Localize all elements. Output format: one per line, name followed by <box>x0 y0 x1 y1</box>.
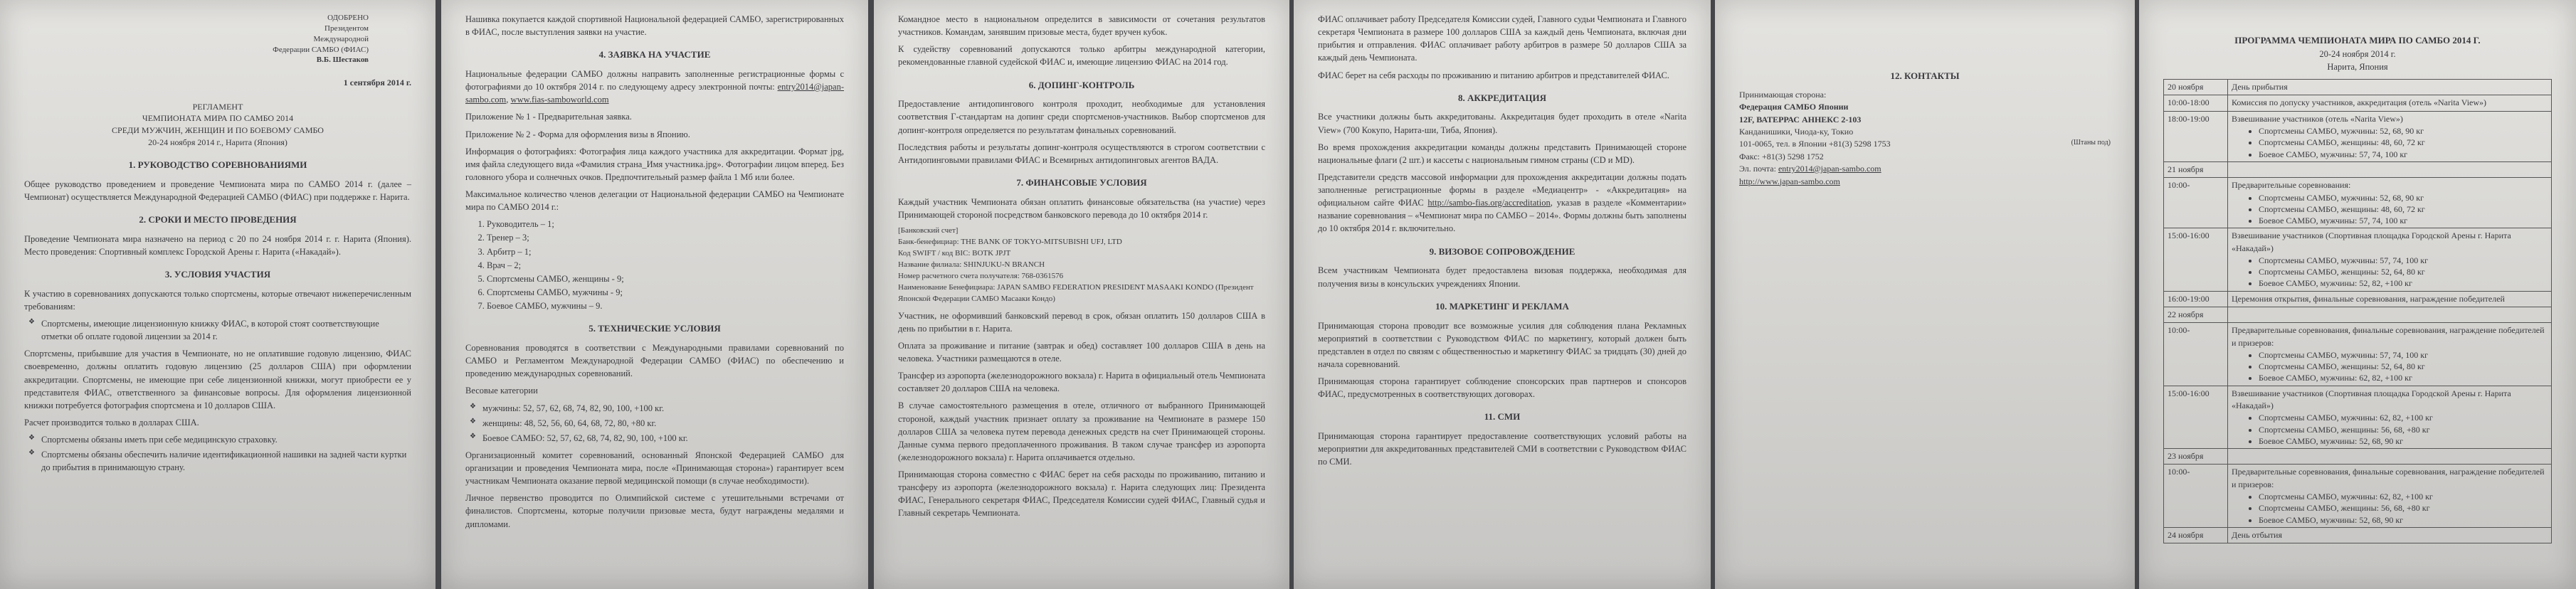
bullet-list <box>28 433 411 474</box>
bullet-item: ❖ женщины: 48, 52, 56, 60, 64, 68, 72, 80, +80 кг. <box>470 417 844 430</box>
list-item: 7. Боевое САМБО, мужчины – 9. <box>487 299 844 312</box>
paragraph: К участию в соревнованиях допускаются только спортсмены, которые отвечают нижеперечисленным требованиям: <box>24 288 411 312</box>
website-link[interactable]: http://www.japan-sambo.com <box>1739 176 1840 186</box>
paragraph: Максимальное количество членов делегации от Национальной федерации САМБО на Чемпионате мира по САМБО 2014 г.: <box>465 189 844 213</box>
program-time: 15:00-16:00 <box>2164 386 2228 448</box>
contact-block <box>1739 89 2111 188</box>
program-event-text: Взвешивание участников (Спортивная площадка Городской Арены г. Нарита «Накадай») <box>2232 388 2511 411</box>
section-heading: 1. РУКОВОДСТВО СОРЕВНОВАНИЯМИ <box>128 159 307 170</box>
program-event-text: День отбытия <box>2232 529 2282 540</box>
program-row <box>2164 291 2552 307</box>
program-event <box>2228 448 2552 464</box>
program-weight-item: • Спортсмены САМБО, женщины: 52, 64, 80 кг <box>2259 361 2548 372</box>
paragraph: Представители средств массовой информации для прохождения аккредитации должны подать заполненные регистрационные формы в разделе «Медиацентр» - «Аккредитация» на официальном сайте ФИАС http://sambo-fias.org/accreditation, указав в разделе «Комментарии» название соревнования – «Чемпионат мира по САМБО – 2014». Формы должны быть заполнены до 10 октября 2014 г. включительно. <box>1318 171 1686 234</box>
program-event <box>2228 228 2552 291</box>
paragraph: Принимающая сторона проводит все возможные усилия для соблюдения плана Рекламных мероприятий в соответствии с Руководством ФИАС по маркетингу, который должен быть представлен в отдел по связям с общественностью и маркетингу ФИАС за тридцать (30) дней до начала соревнований. <box>1318 320 1686 369</box>
paragraph: Приложение № 1 - Предварительная заявка. <box>465 112 632 122</box>
paragraph-text: Национальные федерации САМБО должны направить заполненные регистрационные формы с фотографиями до 10 октября 2014 г. по следующему адресу электронной почты: <box>465 69 844 92</box>
section-heading: 8. АККРЕДИТАЦИЯ <box>1458 92 1546 103</box>
paragraph: Командное место в национальном определится в зависимости от сочетания результатов участников. Командам, занявшим призовые места, будет вручен кубок. <box>898 14 1265 38</box>
website-link[interactable]: www.fias-samboworld.com <box>510 95 609 105</box>
program-event-text: Предварительные соревнования, финальные соревнования, награждение победителей и призеров: <box>2232 467 2545 489</box>
document-page-3 <box>874 0 1289 589</box>
paragraph: Личное первенство проводится по Олимпийской системе с утешительными встречами от финалистов. Спортсмены, которые получили призовые места, будут награждены медалями и дипломами. <box>465 493 844 529</box>
bullet-item: ❖ Спортсмены, имеющие лицензионную книжку ФИАС, в которой стоят соответствующие отметки об оплате годовой лицензии за 2014 г. <box>28 317 411 343</box>
program-event <box>2228 80 2552 95</box>
paragraph-text: указав в разделе «Комментарии» название соревнования – «Чемпионат мира по САМБО – 2014». Формы должны быть заполнены до 10 октября 2014 г. включительно. <box>1318 198 1686 234</box>
program-event-text: Предварительные соревнования: <box>2232 180 2351 191</box>
section-heading: 6. ДОПИНГ-КОНТРОЛЬ <box>1028 79 1135 90</box>
page-gap <box>436 0 441 589</box>
program-weight-item: • Спортсмены САМБО, мужчины: 62, 82, +100 кг <box>2259 491 2548 502</box>
program-row <box>2164 111 2552 161</box>
program-time: 21 ноября <box>2164 161 2228 177</box>
program-time: 24 ноября <box>2164 527 2228 543</box>
program-event <box>2228 527 2552 543</box>
paragraph: Проведение Чемпионата мира назначено на период с 20 по 24 ноября 2014 г. г. Нарита (Япония). Место проведения: Спортивный комплекс Городской Арены г. Нарита («Накадай»). <box>24 233 411 257</box>
program-time: 10:00-18:00 <box>2164 95 2228 111</box>
program-weight-list <box>2259 192 2548 227</box>
program-time: 10:00- <box>2164 323 2228 386</box>
program-weight-item: • Спортсмены САМБО, женщины: 56, 68, +80 кг <box>2259 424 2548 435</box>
contact-line: Принимающая сторона: <box>1739 89 1827 100</box>
paragraph: Принимающая сторона совместно с ФИАС берет на себя расходы по проживанию, питанию и трансферу из аэропорта (железнодорожного вокзала) г. Нарита следующих лиц: Президента ФИАС, Генерального секретаря ФИАС, Председателя Комиссии судей ФИАС, Главный судья и Главный секретарь Чемпионата. <box>898 469 1265 519</box>
program-title: ПРОГРАММА ЧЕМПИОНАТА МИРА ПО САМБО 2014 Г. <box>2234 35 2481 46</box>
program-day-row <box>2164 307 2552 322</box>
paragraph: Информация о фотографиях: Фотография лица каждого участника для аккредитации. Формат jpg, имя файла следующего вида «Фамилия страна_Имя участника.jpg». Фотографии лицом вперед. Без головного убора и солнечных очков. Предпочтительный размер файла 1 Мб или более. <box>465 146 844 182</box>
program-event <box>2228 291 2552 307</box>
regulation-title <box>24 101 411 149</box>
signature-name: В.Б. Шестаков <box>316 55 369 65</box>
contact-line: 101-0065, тел. в Японии +81(3) 5298 1753 <box>1739 139 1891 149</box>
program-weight-item: • Боевое САМБО, мужчины: 52, 68, 90 кг <box>2259 514 2548 526</box>
paragraph: Расчет производится только в долларах США. <box>24 417 199 428</box>
bank-line: Банк-бенефициар: THE BANK OF TOKYO-MITSUBISHI UFJ, LTD <box>898 238 1122 246</box>
program-weight-item: • Боевое САМБО, мужчины: 52, 82, +100 кг <box>2259 277 2548 289</box>
program-row <box>2164 178 2552 228</box>
program-time: 10:00- <box>2164 465 2228 527</box>
paragraph: Трансфер из аэропорта (железнодорожного вокзала) г. Нарита в официальный отель Чемпионата составляет 20 долларов США на человека. <box>898 371 1265 394</box>
program-event <box>2228 95 2552 111</box>
program-row <box>2164 228 2552 291</box>
contact-note: (Штаны под) <box>2071 139 2111 147</box>
list-item: 2. Тренер – 3; <box>487 231 844 244</box>
program-dates: 20-24 ноября 2014 г. <box>2319 48 2396 59</box>
bank-details <box>898 225 1265 305</box>
paragraph: Участник, не оформивший банковский перевод в срок, обязан оплатить 150 долларов США в день по прибытии в г. Нарита. <box>898 310 1265 334</box>
program-event <box>2228 178 2552 228</box>
approval-block <box>24 13 369 65</box>
contact-line: Факс: +81(3) 5298 1752 <box>1739 151 1824 161</box>
program-event <box>2228 465 2552 527</box>
program-day-row <box>2164 448 2552 464</box>
contact-email-row <box>1739 163 2111 175</box>
bullet-item: ❖ Спортсмены обязаны обеспечить наличие идентификационной нашивки на задней части куртки до прибытия в принимающую страну. <box>28 448 411 474</box>
section-heading: 9. ВИЗОВОЕ СОПРОВОЖДЕНИЕ <box>1429 245 1575 257</box>
paragraph-text: Представители средств массовой информации для прохождения аккредитации должны подать заполненные регистрационные формы в разделе «Медиацентр» - «Аккредитация» на официальном сайте ФИАС <box>1318 171 1686 208</box>
section-heading: 7. ФИНАНСОВЫЕ УСЛОВИЯ <box>1016 176 1147 188</box>
program-weight-item: • Спортсмены САМБО, мужчины: 62, 82, +100 кг <box>2259 412 2548 423</box>
document-page-1 <box>0 0 436 589</box>
paragraph: Спортсмены, прибывшие для участия в Чемпионате, но не оплатившие годовую лицензию, ФИАС своевременно, должны оплатить годовую лицензию (25 долларов США) при оформлении аккредитации. Спортсмены, не имеющие при себе лицензионной книжки, могут приобрести ее у представителя ФИАС, ответственного за финансовые вопросы. Для оформления лицензионной книжки потребуется фотография спортсмена и 10 долларов США. <box>24 349 411 410</box>
list-item: 6. Спортсмены САМБО, мужчины - 9; <box>487 286 844 299</box>
program-time: 23 ноября <box>2164 448 2228 464</box>
approval-line: Президентом <box>324 23 369 33</box>
section-heading: 11. СМИ <box>1484 411 1521 423</box>
bullet-item: ❖ мужчины: 52, 57, 62, 68, 74, 82, 90, 100, +100 кг. <box>470 402 844 415</box>
weight-list <box>470 402 844 445</box>
program-weight-item: • Спортсмены САМБО, мужчины: 52, 68, 90 кг <box>2259 125 2548 137</box>
program-day-row <box>2164 161 2552 177</box>
delegation-list <box>487 218 844 312</box>
program-weight-item: • Боевое САМБО, мужчины: 52, 68, 90 кг <box>2259 435 2548 447</box>
email-link[interactable]: entry2014@japan-sambo.com <box>1778 164 1881 174</box>
program-weight-item: • Спортсмены САМБО, мужчины: 57, 74, 100 кг <box>2259 349 2548 361</box>
paragraph: Национальные федерации САМБО должны направить заполненные регистрационные формы с фотографиями до 10 октября 2014 г. по следующему адресу электронной почты: entry2014@japan-sambo.com, www.fias-samboworld.com <box>465 69 845 105</box>
paragraph: Нашивка покупается каждой спортивной Национальной федерацией САМБО, зарегистрированных в ФИАС, после выступления заявки на участие. <box>465 14 844 38</box>
section-heading: 10. МАРКЕТИНГ И РЕКЛАМА <box>1435 300 1569 312</box>
program-event <box>2228 111 2552 161</box>
title-line: РЕГЛАМЕНТ <box>192 101 243 112</box>
paragraph: Соревнования проводятся в соответствии с Международными правилами соревнований по САМБО и Регламентом Международной Федерации САМБО (ФИАС) по обеспечению и проведению международных соревнований. <box>465 343 844 379</box>
program-weight-item: • Спортсмены САМБО, мужчины: 52, 68, 90 кг <box>2259 192 2548 203</box>
program-event-text: Взвешивание участников (Спортивная площадка Городской Арены г. Нарита «Накадай») <box>2232 230 2511 253</box>
program-row <box>2164 386 2552 448</box>
program-event-text: Церемония открытия, финальные соревнования, награждение победителей <box>2232 293 2505 304</box>
title-line: СРЕДИ МУЖЧИН, ЖЕНЩИН И ПО БОЕВОМУ САМБО <box>112 125 324 136</box>
program-event-text: Взвешивание участников (отель «Narita View») <box>2232 113 2403 124</box>
paragraph: Всем участникам Чемпионата будет предоставлена визовая поддержка, необходимая для получения визы в консульских учреждениях Японии. <box>1318 265 1686 289</box>
program-time: 10:00- <box>2164 178 2228 228</box>
contact-line: 12F, ВАТЕРРАС АННЕКС 2-103 <box>1739 114 1862 124</box>
program-weight-item: • Спортсмены САМБО, мужчины: 57, 74, 100 кг <box>2259 255 2548 266</box>
paragraph: Общее руководство проведением и проведение Чемпионата мира по САМБО 2014 г. (далее – Чемпионат) осуществляется Международной Федерацией САМБО (ФИАС) при поддержке г. Нарита. <box>24 179 411 202</box>
program-day-row <box>2164 80 2552 95</box>
program-city: Нарита, Япония <box>2327 61 2388 72</box>
section-heading: 12. КОНТАКТЫ <box>1890 70 1960 81</box>
list-item: 1. Руководитель – 1; <box>487 218 844 230</box>
approval-line: Международной <box>313 34 369 43</box>
paragraph: В случае самостоятельного размещения в отеле, отличного от выбранного Принимающей стороной, каждый участник признает оплату за проживание на Чемпионате в размере 150 долларов США за человека путем перевода денежных средств на счет Принимающей стороны. Данные сумма первого предоплаченного проживания. В таком случае трансфер из аэропорта (железнодорожного вокзала) г. Нарита оплачивается отдельно. <box>898 400 1265 462</box>
document-page-6 <box>2139 0 2576 589</box>
paragraph: Принимающая сторона гарантирует соблюдение спонсорских прав партнеров и спонсоров ФИАС, предусмотренных в соответствующих договорах. <box>1318 376 1686 400</box>
program-weight-item: • Спортсмены САМБО, женщины: 48, 60, 72 кг <box>2259 203 2548 215</box>
paragraph: Во время прохождения аккредитации команды должны представить Принимающей стороне национальные флаги (2 шт.) и кассеты с национальным гимном страны (CD и MD). <box>1318 142 1686 165</box>
paragraph: Организационный комитет соревнований, основанный Японской Федерацией САМБО для организации и проведения Чемпионата мира, после «Принимающая сторона») гарантирует всем участникам Чемпионата оказание первой медицинской помощи (в случае необходимости). <box>465 450 844 487</box>
bullet-list <box>28 317 411 343</box>
paragraph: Оплата за проживание и питание (завтрак и обед) составляет 100 долларов США в день на человека. Участники размещаются в отеле. <box>898 340 1265 364</box>
program-weight-list <box>2259 412 2548 447</box>
bullet-item: ❖ Спортсмены обязаны иметь при себе медицинскую страховку. <box>28 433 411 446</box>
paragraph: Все участники должны быть аккредитованы. Аккредитация будет проходить в отеле «Narita View» (700 Кокупо, Нарита-ши, Тиба, Япония). <box>1318 112 1686 135</box>
paragraph: Весовые категории <box>465 386 538 396</box>
program-event-text: Предварительные соревнования, финальные соревнования, награждение победителей и призеров: <box>2232 325 2545 348</box>
list-item: 4. Врач – 2; <box>487 259 844 272</box>
program-weight-list <box>2259 255 2548 290</box>
title-line: 20-24 ноября 2014 г., Нарита (Япония) <box>148 137 287 147</box>
page-gap <box>868 0 874 589</box>
list-item: 5. Спортсмены САМБО, женщины - 9; <box>487 272 844 285</box>
bank-line: Код SWIFT / код BIC: BOTK JPJT <box>898 248 1011 258</box>
program-day-row <box>2164 527 2552 543</box>
program-event <box>2228 307 2552 322</box>
program-weight-item: • Боевое САМБО, мужчины: 57, 74, 100 кг <box>2259 149 2548 160</box>
program-weight-list <box>2259 125 2548 160</box>
paragraph: К судейству соревнований допускаются только арбитры международной категории, рекомендованные главной судейской ФИАС и, имеющие лицензию ФИАС на 2014 год. <box>898 44 1265 68</box>
program-event <box>2228 386 2552 448</box>
paragraph: ФИАС берет на себя расходы по проживанию и питанию арбитров и представителей ФИАС. <box>1318 70 1669 80</box>
program-event <box>2228 323 2552 386</box>
email-link[interactable]: entry2014@japan-sambo.com <box>465 82 845 105</box>
bullet-item: ❖ Боевое САМБО: 52, 57, 62, 68, 74, 82, 90, 100, +100 кг. <box>470 432 844 445</box>
paragraph: Последствия работы и результаты допинг-контроля осуществляются в строгом соответствии с Антидопинговыми правилами ФИАС и Всемирных антидопинговых агентов ВАДА. <box>898 142 1265 165</box>
program-row <box>2164 465 2552 527</box>
program-weight-item: • Боевое САМБО, мужчины: 62, 82, +100 кг <box>2259 372 2548 383</box>
program-event-text: Комиссия по допуску участников, аккредитация (отель «Narita View») <box>2232 97 2487 108</box>
program-time: 15:00-16:00 <box>2164 228 2228 291</box>
document-page-5 <box>1715 0 2135 589</box>
bank-line: Номер расчетного счета получателя: 768-0361576 <box>898 271 1064 280</box>
program-table <box>2163 79 2552 543</box>
program-event-text: День прибытия <box>2232 82 2288 92</box>
paragraph: Принимающая сторона гарантирует предоставление соответствующих условий работы на мероприятии для аккредитованных представителей СМИ в соответствии с Руководством ФИАС по СМИ. <box>1318 431 1686 467</box>
section-heading: 3. УСЛОВИЯ УЧАСТИЯ <box>164 268 271 280</box>
paragraph: ФИАС оплачивает работу Председателя Комиссии судей, Главного судьи Чемпионата и Главного секретаря Чемпионата в размере 100 долларов США за каждый день Чемпионата, включая дни прибытия и отправления. ФИАС оплачивает работу арбитров в размере 50 долларов США за каждый день Чемпионата. <box>1318 14 1686 63</box>
accreditation-link[interactable]: http://sambo-fias.org/accreditation <box>1427 198 1551 208</box>
approval-line: ОДОБРЕНО <box>327 14 369 22</box>
program-time: 18:00-19:00 <box>2164 111 2228 161</box>
program-time: 16:00-19:00 <box>2164 291 2228 307</box>
program-row <box>2164 323 2552 386</box>
contact-line: Федерация САМБО Японии <box>1739 102 1849 112</box>
contact-line: Канданишики, Чиода-ку, Токио <box>1739 127 1854 137</box>
program-event <box>2228 161 2552 177</box>
bank-line: Название филиала: SHINJUKU-N BRANCH <box>898 260 1045 269</box>
bank-line: Наименование Бенефициара: JAPAN SAMBO FEDERATION PRESIDENT MASAAKI KONDO (Президент Японской Федерации САМБО Масааки Кондо) <box>898 282 1254 303</box>
document-page-2 <box>441 0 868 589</box>
paragraph: Каждый участник Чемпионата обязан оплатить финансовые обязательства (на участие) через Принимающей стороной посредством банковского перевода до 10 октября 2014 г. <box>898 196 1265 220</box>
approval-line: Федерации САМБО (ФИАС) <box>273 45 369 54</box>
contact-phone-row <box>1739 138 2111 150</box>
document-page-4 <box>1294 0 1711 589</box>
section-heading: 5. ТЕХНИЧЕСКИЕ УСЛОВИЯ <box>588 323 721 334</box>
contact-label: Эл. почта: <box>1739 164 1776 174</box>
document-date: 1 сентября 2014 г. <box>343 78 411 88</box>
paragraph: Предоставление антидопингового контроля проходит, необходимые для установления соответствия Г-стандартам на допинг среди спортсменов-участников. Выбор спортсменов для допинг-контроля определяется по результатам финальных соревнований. <box>898 99 1265 135</box>
program-weight-list <box>2259 349 2548 384</box>
program-weight-item: • Спортсмены САМБО, женщины: 48, 60, 72 кг <box>2259 137 2548 148</box>
program-weight-item: • Спортсмены САМБО, женщины: 52, 64, 80 кг <box>2259 266 2548 277</box>
title-line: ЧЕМПИОНАТА МИРА ПО САМБО 2014 <box>142 113 294 124</box>
section-heading: 2. СРОКИ И МЕСТО ПРОВЕДЕНИЯ <box>139 213 297 225</box>
program-weight-list <box>2259 491 2548 526</box>
program-row <box>2164 95 2552 111</box>
program-time: 20 ноября <box>2164 80 2228 95</box>
bank-line: [Банковский счет] <box>898 226 959 235</box>
program-weight-item: • Спортсмены САМБО, женщины: 56, 68, +80 кг <box>2259 502 2548 514</box>
list-item: 3. Арбитр – 1; <box>487 245 844 258</box>
paragraph: Приложение № 2 - Форма для оформления визы в Японию. <box>465 129 690 139</box>
section-heading: 4. ЗАЯВКА НА УЧАСТИЕ <box>598 49 711 60</box>
program-weight-item: • Боевое САМБО, мужчины: 57, 74, 100 кг <box>2259 215 2548 226</box>
program-time: 22 ноября <box>2164 307 2228 322</box>
